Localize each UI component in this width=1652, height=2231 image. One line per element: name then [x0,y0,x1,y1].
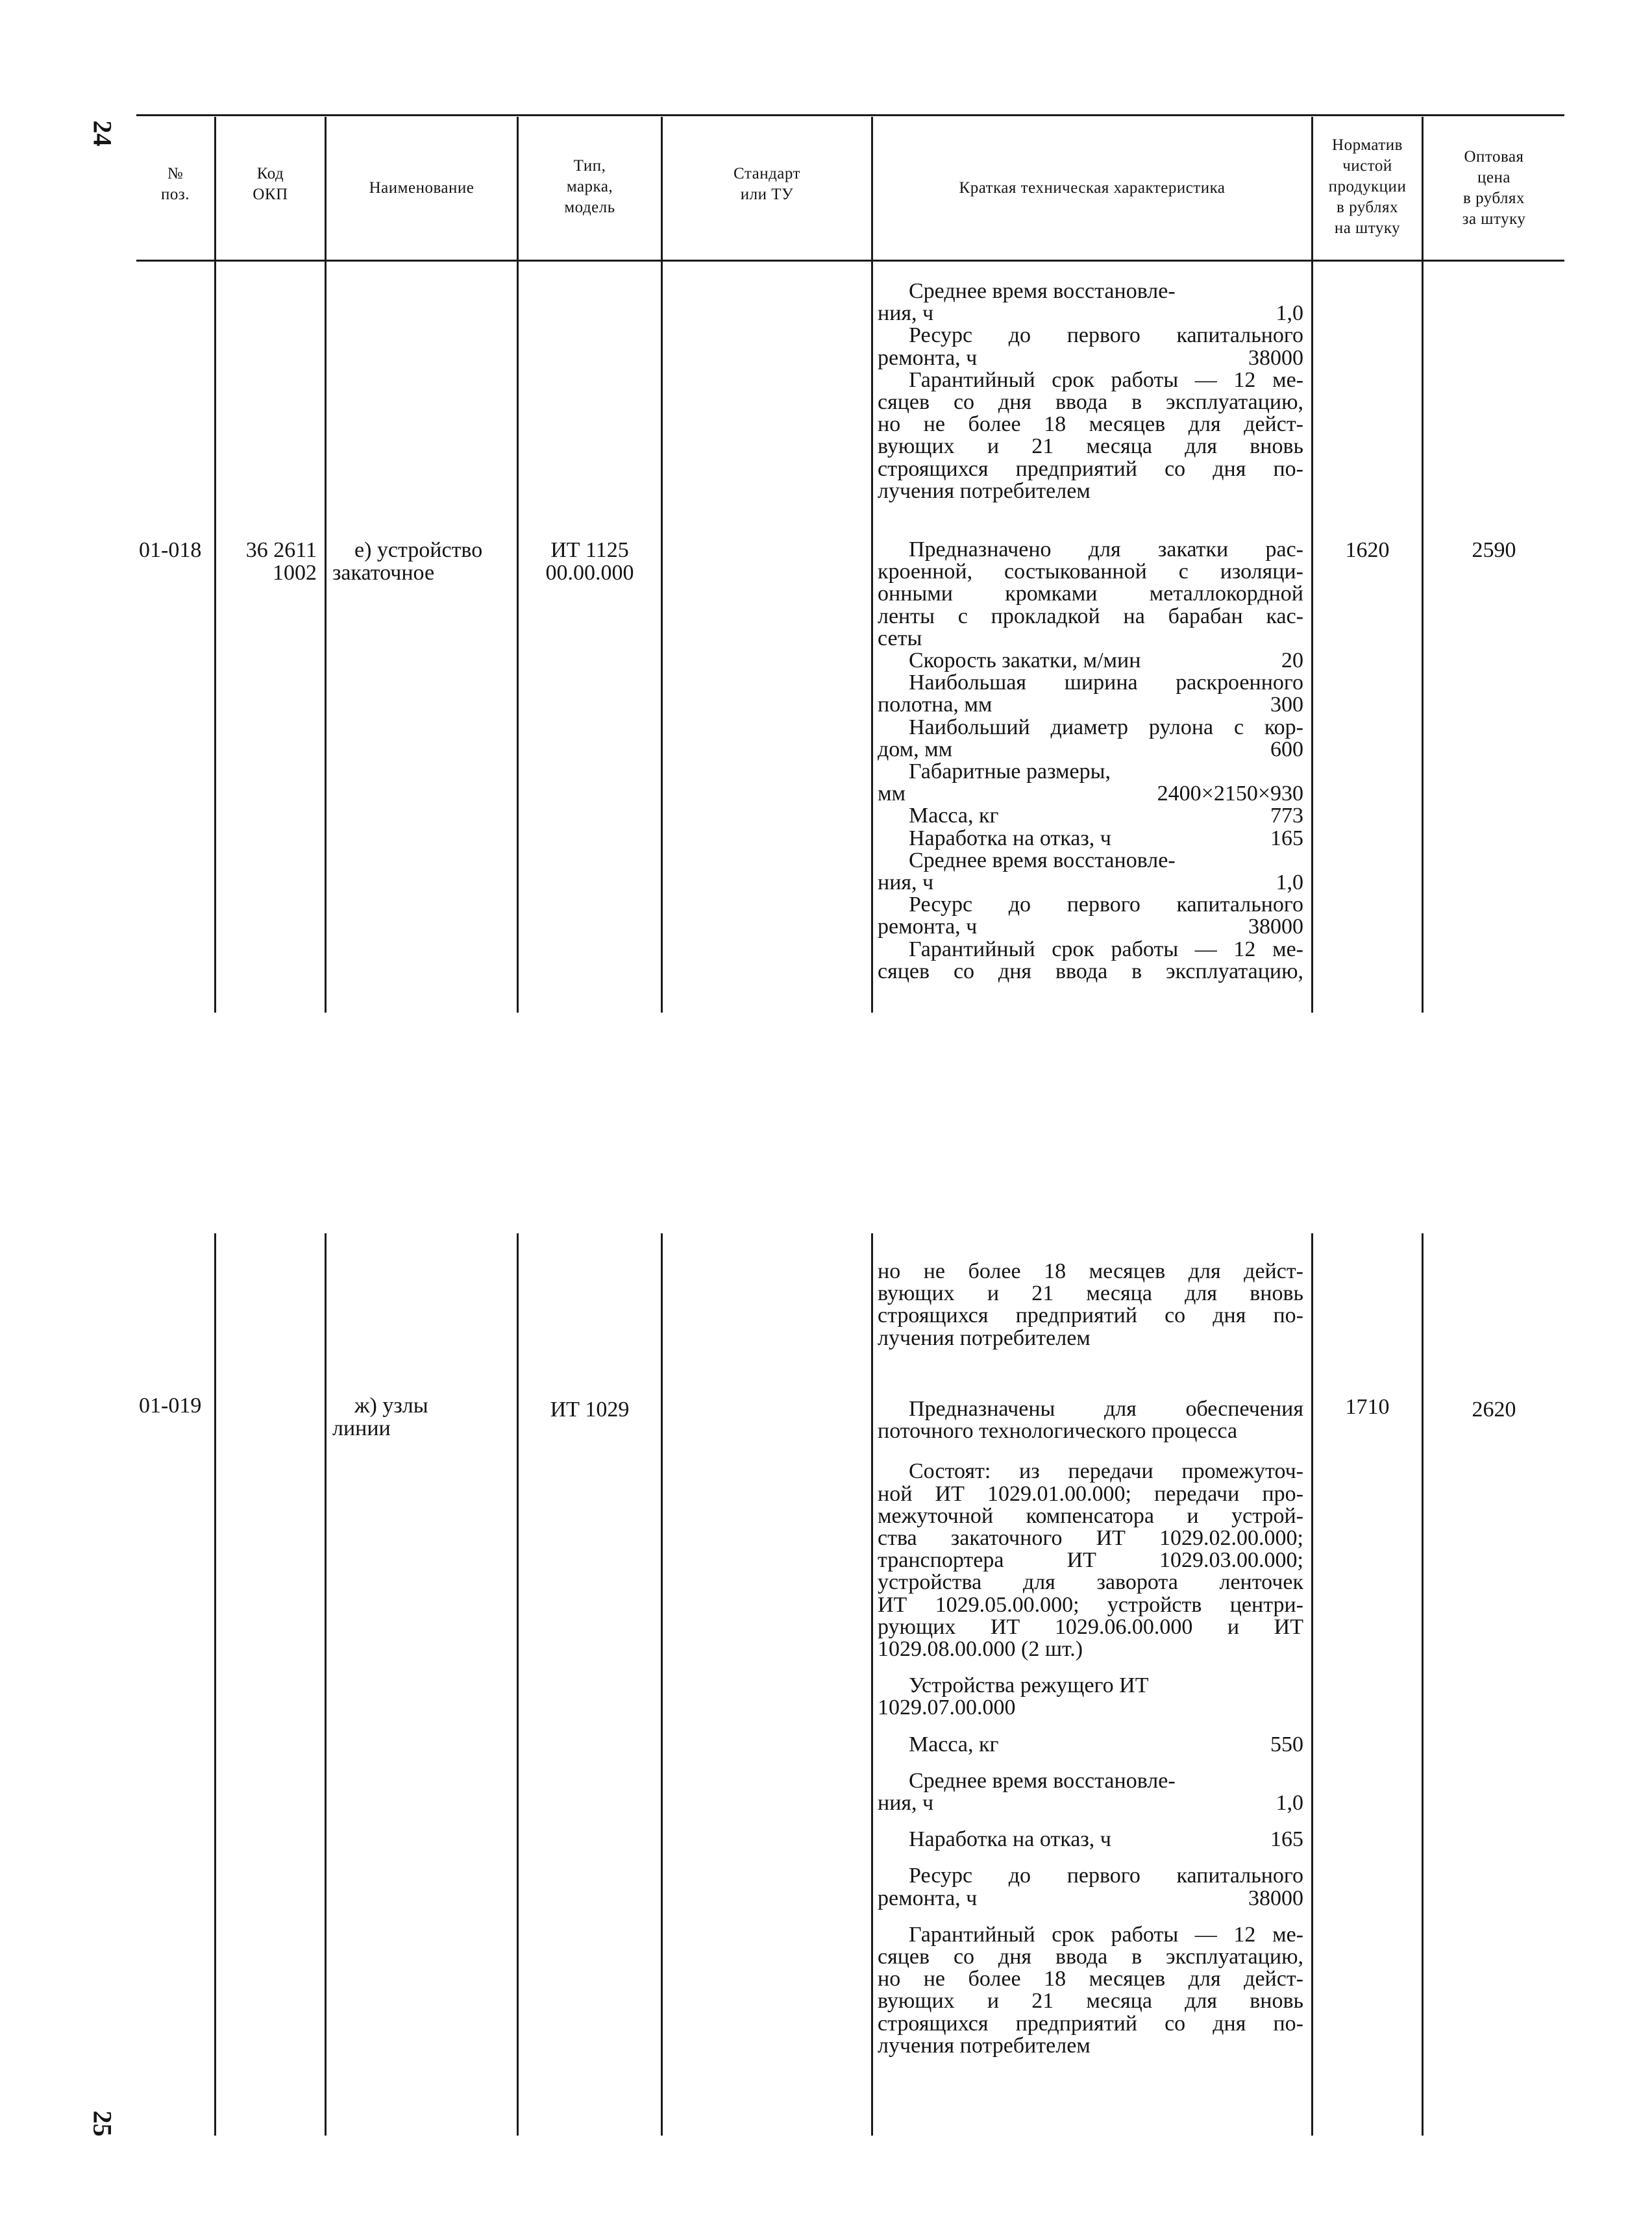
column-divider [517,1233,519,2136]
row-019-pos: 01-019 [139,1394,202,1418]
column-divider [871,117,873,1013]
column-divider [661,1233,663,2136]
header-price: Оптовая цена в рублях за штуку [1462,148,1526,228]
row-019-price: 2620 [1472,1398,1516,1422]
header-norm: Норматив чистой продукции в рублях на штуку [1328,136,1407,237]
row-018-norm: 1620 [1345,538,1390,562]
page-number-top: 24 [88,120,117,147]
row-019-type: ИТ 1029 [550,1398,630,1422]
column-divider [1422,1233,1424,2136]
column-divider [1311,1233,1313,2136]
row-019-norm: 1710 [1345,1395,1390,1419]
column-divider [325,1233,327,2136]
column-divider [661,117,663,1013]
table-top-rule [136,114,1564,116]
page-number-bottom: 25 [88,2110,117,2137]
row-018-pos: 01-018 [139,538,202,562]
header-type: Тип, марка, модель [564,157,615,216]
column-divider [871,1233,873,2136]
column-divider [214,1233,216,2136]
column-divider [325,117,327,1013]
column-divider [1311,117,1313,1013]
header-name: Наименование [369,179,475,197]
header-pos: № поз. [160,165,190,203]
row-018-type: ИТ 1125 00.00.000 [545,538,634,585]
header-standard: Стандарт или ТУ [734,165,800,203]
block2-tech: но не более 18 месяцев для дейст- вующих и 21 месяца для вновь строящихся предприятий со дня по- лучения потребителем [878,1259,1303,1350]
column-divider [214,117,216,1013]
header-okp: Код ОКП [253,165,288,203]
block1-tech: Среднее время восстановле- ния, ч 1,0 Ресурс до первого капитального ремонта, ч 38000 Гарантийный срок работы — 12 ме- сяцев со дня ввода в эксплуатацию, но не более 18 месяцев для дейст- вующих и 21 месяца для вновь строящихся предприятий со дня по- лучения потребителем [878,279,1303,503]
header-bottom-rule [136,260,1564,262]
row-018-tech: Предназначено для закатки рас- кроенной, состыкованной с изоляци- онными кромками металлокордной ленты с прокладкой на барабан кас- сеты Скорость закатки, м/мин 20 Наибольшая ширина раскроенного полотна, мм 300 Наибольший диаметр рулона с кор- дом, мм 600 Габаритные размеры, мм 2400×2150×930 Масса, кг 773 Наработка на отказ, ч 165 Среднее время восстановле- ния, ч 1,0 Ресурс до первого капитального ремонта, ч 38000 Гарантийный срок работы — 12 ме- сяцев со дня ввода в эксплуатацию, [878,537,1303,983]
row-018-name: е) устройство закаточное [332,538,483,585]
column-divider [1422,117,1424,1013]
row-018-price: 2590 [1472,538,1516,562]
header-tech: Краткая техническая характеристика [959,179,1226,197]
row-019-name: ж) узлы линии [332,1394,428,1440]
row-018-okp: 36 2611 1002 [245,538,317,585]
row-019-tech: Предназначены для обеспечения поточного технологического процесса Состоят: из передачи промежуточ- ной ИТ 1029.01.00.000; передачи про- межуточной компенсатора и устрой- ства закаточного ИТ 1029.02.00.000; транспортера ИТ 1029.03.00.000; устройства для заворота ленточек ИТ 1029.05.00.000; устройств центри- рующих ИТ 1029.06.00.000 и ИТ 1029.08.00.000 (2 шт.) Устройства режущего ИТ 1029.07.00.000 Масса, кг 550 Среднее время восстановле- ния, ч 1,0 Наработка на отказ, ч 165 Ресурс до первого капитального ремонта, ч 38000 Гарантийный срок работы — 12 ме- сяцев со дня ввода в эксплуатацию, но не более 18 месяцев для дейст- вующих и 21 месяца для вновь строящихся предприятий со дня по- лучения потребителем [878,1397,1303,2058]
